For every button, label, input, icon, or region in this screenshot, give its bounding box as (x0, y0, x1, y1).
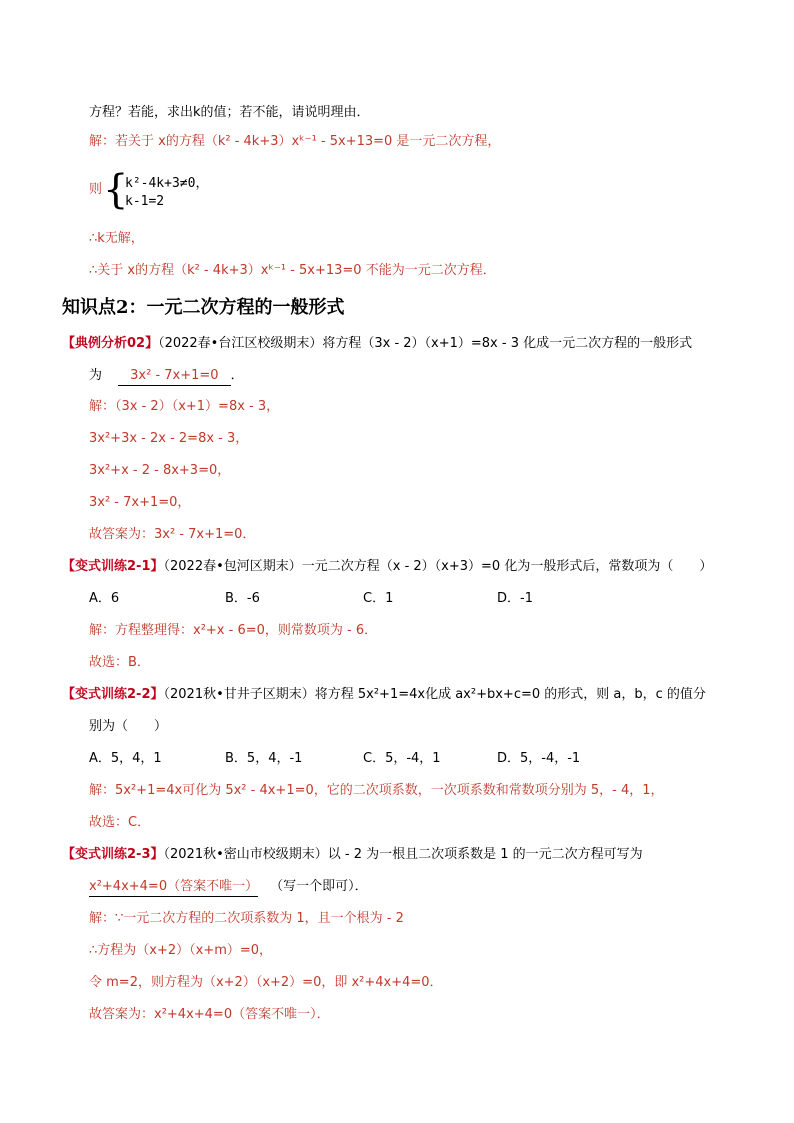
example-tag: 【典例分析02】 (62, 336, 159, 351)
option-a: A．6 (89, 591, 120, 606)
variant-2-3-question (62, 846, 643, 864)
example-02-question (62, 335, 692, 353)
solution-line: 故答案为：3x² - 7x+1=0． (89, 527, 256, 542)
question-text: ． (230, 368, 244, 383)
solution-line: ∴方程为（x+2）（x+m）=0， (89, 943, 273, 958)
solution-line: 解：方程整理得：x²+x - 6=0，则常数项为 - 6． (89, 623, 378, 638)
answer-blank: 3x² - 7x+1=0 (118, 367, 230, 386)
variant-tag: 【变式训练2-1】 (62, 559, 164, 574)
solution-line: 解：5x²+1=4x可化为 5x² - 4x+1=0，它的二次项系数，一次项系数和常数项分别为 5，- 4，1， (89, 783, 664, 798)
question-text: （2022春•包河区期末）一元二次方程（x - 2）（x+3）=0 化为一般形式后，常数项为（ ） (163, 559, 713, 574)
option-c: C．5，-4，1 (363, 751, 441, 766)
solution-line: 故选：B． (89, 655, 150, 670)
section-heading: 知识点2：一元二次方程的一般形式 (62, 297, 345, 318)
question-text: （2021秋•密山市校级期末）以 - 2 为一根且二次项系数是 1 的一元二次方程可写为 (163, 847, 643, 862)
question-continuation (89, 878, 368, 897)
system-row-1: k²-4k+3≠0， (125, 176, 209, 191)
brace-symbol: { (103, 167, 129, 213)
solution-line: 3x²+3x - 2x - 2=8x - 3， (89, 431, 249, 446)
option-b: B．5，4，-1 (225, 751, 303, 766)
option-d: D．5，-4，-1 (497, 751, 581, 766)
solution-ze: 则 (89, 182, 103, 197)
solution-line: 解：若关于 x的方程（k² - 4k+3）xᵏ⁻¹ - 5x+13=0 是一元二次方程， (89, 134, 501, 149)
variant-tag: 【变式训练2-2】 (62, 687, 164, 702)
option-c: C．1 (363, 591, 394, 606)
solution-line: ∴关于 x的方程（k² - 4k+3）xᵏ⁻¹ - 5x+13=0 不能为一元二次方程． (89, 263, 496, 278)
question-tail: 方程？若能，求出k的值；若不能，请说明理由． (89, 105, 370, 120)
question-text: 为 (89, 368, 103, 383)
solution-line: 故选：C． (89, 815, 151, 830)
solution-line: 3x² - 7x+1=0， (89, 495, 191, 510)
solution-line: 解：（3x - 2）（x+1）=8x - 3， (89, 399, 280, 414)
question-text: （2021秋•甘井子区期末）将方程 5x²+1=4x化成 ax²+bx+c=0 的形式，则 a，b，c 的值分 (163, 687, 706, 702)
variant-tag: 【变式训练2-3】 (62, 847, 164, 862)
question-continuation: 别为（ ） (89, 719, 168, 734)
solution-line: 故答案为：x²+4x+4=0（答案不唯一）． (89, 1007, 330, 1022)
system-row-2: k-1=2 (125, 194, 165, 209)
question-text: （写一个即可）． (270, 879, 368, 894)
variant-2-2-question (62, 686, 706, 704)
option-d: D．-1 (497, 591, 533, 606)
variant-2-1-question (62, 558, 712, 576)
solution-line: 解：∵一元二次方程的二次项系数为 1，且一个根为 - 2 (89, 911, 404, 926)
option-b: B．-6 (225, 591, 260, 606)
solution-line: ∴k无解， (89, 231, 144, 246)
answer-blank: x²+4x+4=0（答案不唯一） (89, 878, 258, 897)
solution-line: 3x²+x - 2 - 8x+3=0， (89, 463, 231, 478)
example-02-question-cont (89, 367, 244, 386)
question-text: （2022春•台江区校级期末）将方程（3x - 2）（x+1）=8x - 3 化成一元二次方程的一般形式 (158, 336, 693, 351)
option-a: A．5，4，1 (89, 751, 162, 766)
solution-line: 令 m=2，则方程为（x+2）（x+2）=0，即 x²+4x+4=0． (89, 975, 443, 990)
